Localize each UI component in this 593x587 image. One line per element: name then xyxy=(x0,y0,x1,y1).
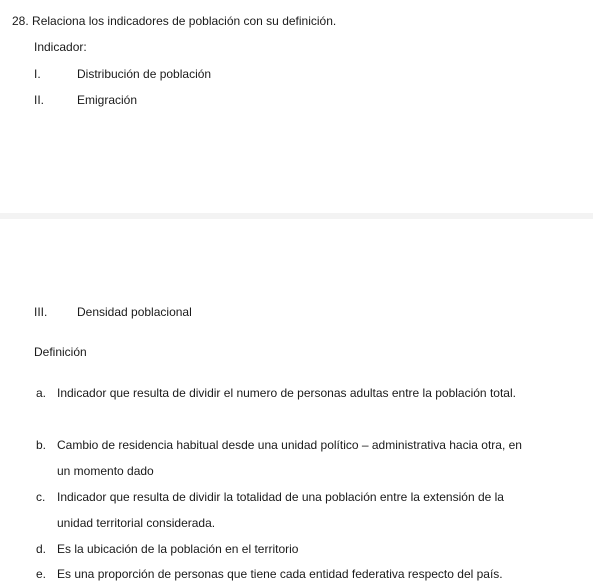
question-text: Relaciona los indicadores de población con su definición. xyxy=(32,14,337,28)
question-title xyxy=(12,14,336,28)
definition-heading: Definición xyxy=(34,345,87,359)
indicator-numeral-2: II. xyxy=(34,93,45,107)
definition-text-a: Indicador que resulta de dividir el numero de personas adultas entre la población total. xyxy=(57,386,516,400)
indicator-numeral-1: I. xyxy=(34,67,41,81)
definition-letter-a: a. xyxy=(36,386,47,400)
definition-text-e: Es una proporción de personas que tiene cada entidad federativa respecto del país. xyxy=(57,567,503,581)
indicator-text-3: Densidad poblacional xyxy=(77,305,192,319)
indicator-heading: Indicador: xyxy=(34,40,87,54)
definition-letter-e: e. xyxy=(36,567,47,581)
page-break-divider xyxy=(0,213,593,219)
definition-text-c: Indicador que resulta de dividir la totalidad de una población entre la extensión de la unidad territorial considerada. xyxy=(57,490,504,530)
definition-text-b: Cambio de residencia habitual desde una unidad político – administrativa hacia otra, en un momento dado xyxy=(57,438,522,478)
indicator-text-1: Distribución de población xyxy=(77,67,212,81)
definition-letter-b: b. xyxy=(36,438,47,452)
definition-text-d: Es la ubicación de la población en el territorio xyxy=(57,542,299,556)
question-number: 28. xyxy=(12,14,29,28)
definition-letter-c: c. xyxy=(36,490,46,504)
indicator-text-2: Emigración xyxy=(77,93,138,107)
definition-letter-d: d. xyxy=(36,542,47,556)
indicator-numeral-3: III. xyxy=(34,305,48,319)
